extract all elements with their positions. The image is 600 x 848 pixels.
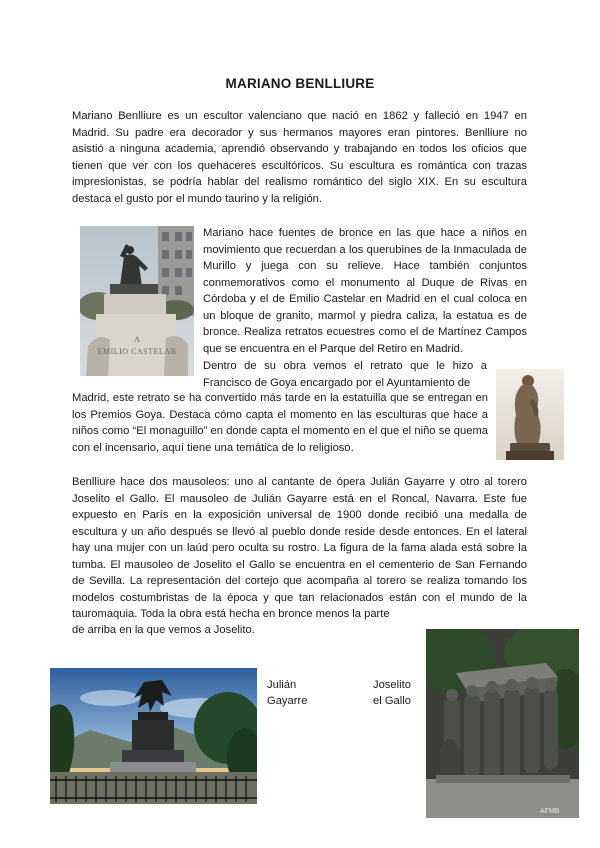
caption-gayarre-line1: Julián bbox=[267, 679, 297, 691]
caption-joselito-line1: Joselito bbox=[373, 679, 411, 691]
paragraph-works-continued: Madrid, este retrato se ha convertido más tarde en la estatuilla que se entregan en los Premios Goya. Destaca cómo capta el momento en las esculturas que hace a niños como “El monaguillo” en donde capta el momento en el que el niño se quema con el incensario, aquí tiene una temática de lo religioso. bbox=[72, 392, 488, 454]
paragraph-works-goya: Dentro de su obra vemos el retrato que le hizo a Francisco de Goya encargado por el Ayuntamiento de bbox=[203, 360, 487, 389]
castelar-inscription-line2: EMILIO CASTELAR bbox=[97, 347, 177, 356]
caption-gayarre bbox=[267, 677, 307, 709]
caption-joselito bbox=[373, 677, 411, 709]
page-title: MARIANO BENLLIURE bbox=[225, 76, 375, 91]
castelar-monument-photo bbox=[80, 226, 194, 376]
joselito-mausoleum-photo bbox=[426, 629, 579, 818]
paragraph-mausoleums: Benlliure hace dos mausoleos: uno al cantante de ópera Julián Gayarre y otro al torero Joselito el Gallo. El mausoleo de Julián Gayarre está en el Roncal, Navarra. Este fue expuesto en París en la exposición universal de 1900 donde recibió una medalla de escultura y un año después se llevó al pueblo donde reside desde entonces. En el lateral hay una mujer con un laúd pero oculta su rostro. La figura de la fama alada está sobre la tumba. El mausoleo de Joselito el Gallo se encuentra en el cementerio de San Fernando de Sevilla. La representación del cortejo que acompaña al torero se realiza tomando los modelos costumbristas de la época y que tan relacionados están con el mundo de la tauromaquia. Toda la obra está hecha en bronce menos la parte bbox=[72, 476, 527, 620]
gayarre-mausoleum-photo bbox=[50, 668, 257, 804]
paragraph-works: Mariano hace fuentes de bronce en las que hace a niños en movimiento que recuerdan a los querubines de la Inmaculada de Murillo y juega con su relieve. Hace también conjuntos conmemorativos como el monumento al Duque de Rivas en Córdoba y el de Emilio Castelar en Madrid en el cual coloca en un bloque de granito, marmol y piedra caliza, la estatua es de bronce. Realiza retratos ecuestres como el de Martínez Campos que se encuentra en el Parque del Retiro en Madrid. bbox=[203, 227, 527, 355]
paragraph-intro: Mariano Benlliure es un escultor valenciano que nació en 1862 y falleció en 1947 en Madrid. Su padre era decorador y sus hermanos mayores eran pintores. Benlliure no asistió a ninguna academia, aprendió observando y trabajando en todos los oficios que tienen que ver con los quehaceres escultóricos. Su escultura es romántica con trazas impresionistas, se podría hablar del realismo romántico del siglo XIX. En su escultura destaca el gusto por el mundo taurino y la religión. bbox=[72, 110, 527, 205]
caption-gayarre-line2: Gayarre bbox=[267, 695, 308, 707]
paragraph-mausoleums-end: de arriba en la que vemos a Joselito. bbox=[72, 624, 255, 636]
goya-statuette-photo bbox=[496, 369, 564, 460]
caption-joselito-line2: el Gallo bbox=[373, 695, 411, 707]
photo-watermark: AFMB bbox=[540, 808, 560, 815]
castelar-inscription-line1: A bbox=[134, 335, 140, 344]
